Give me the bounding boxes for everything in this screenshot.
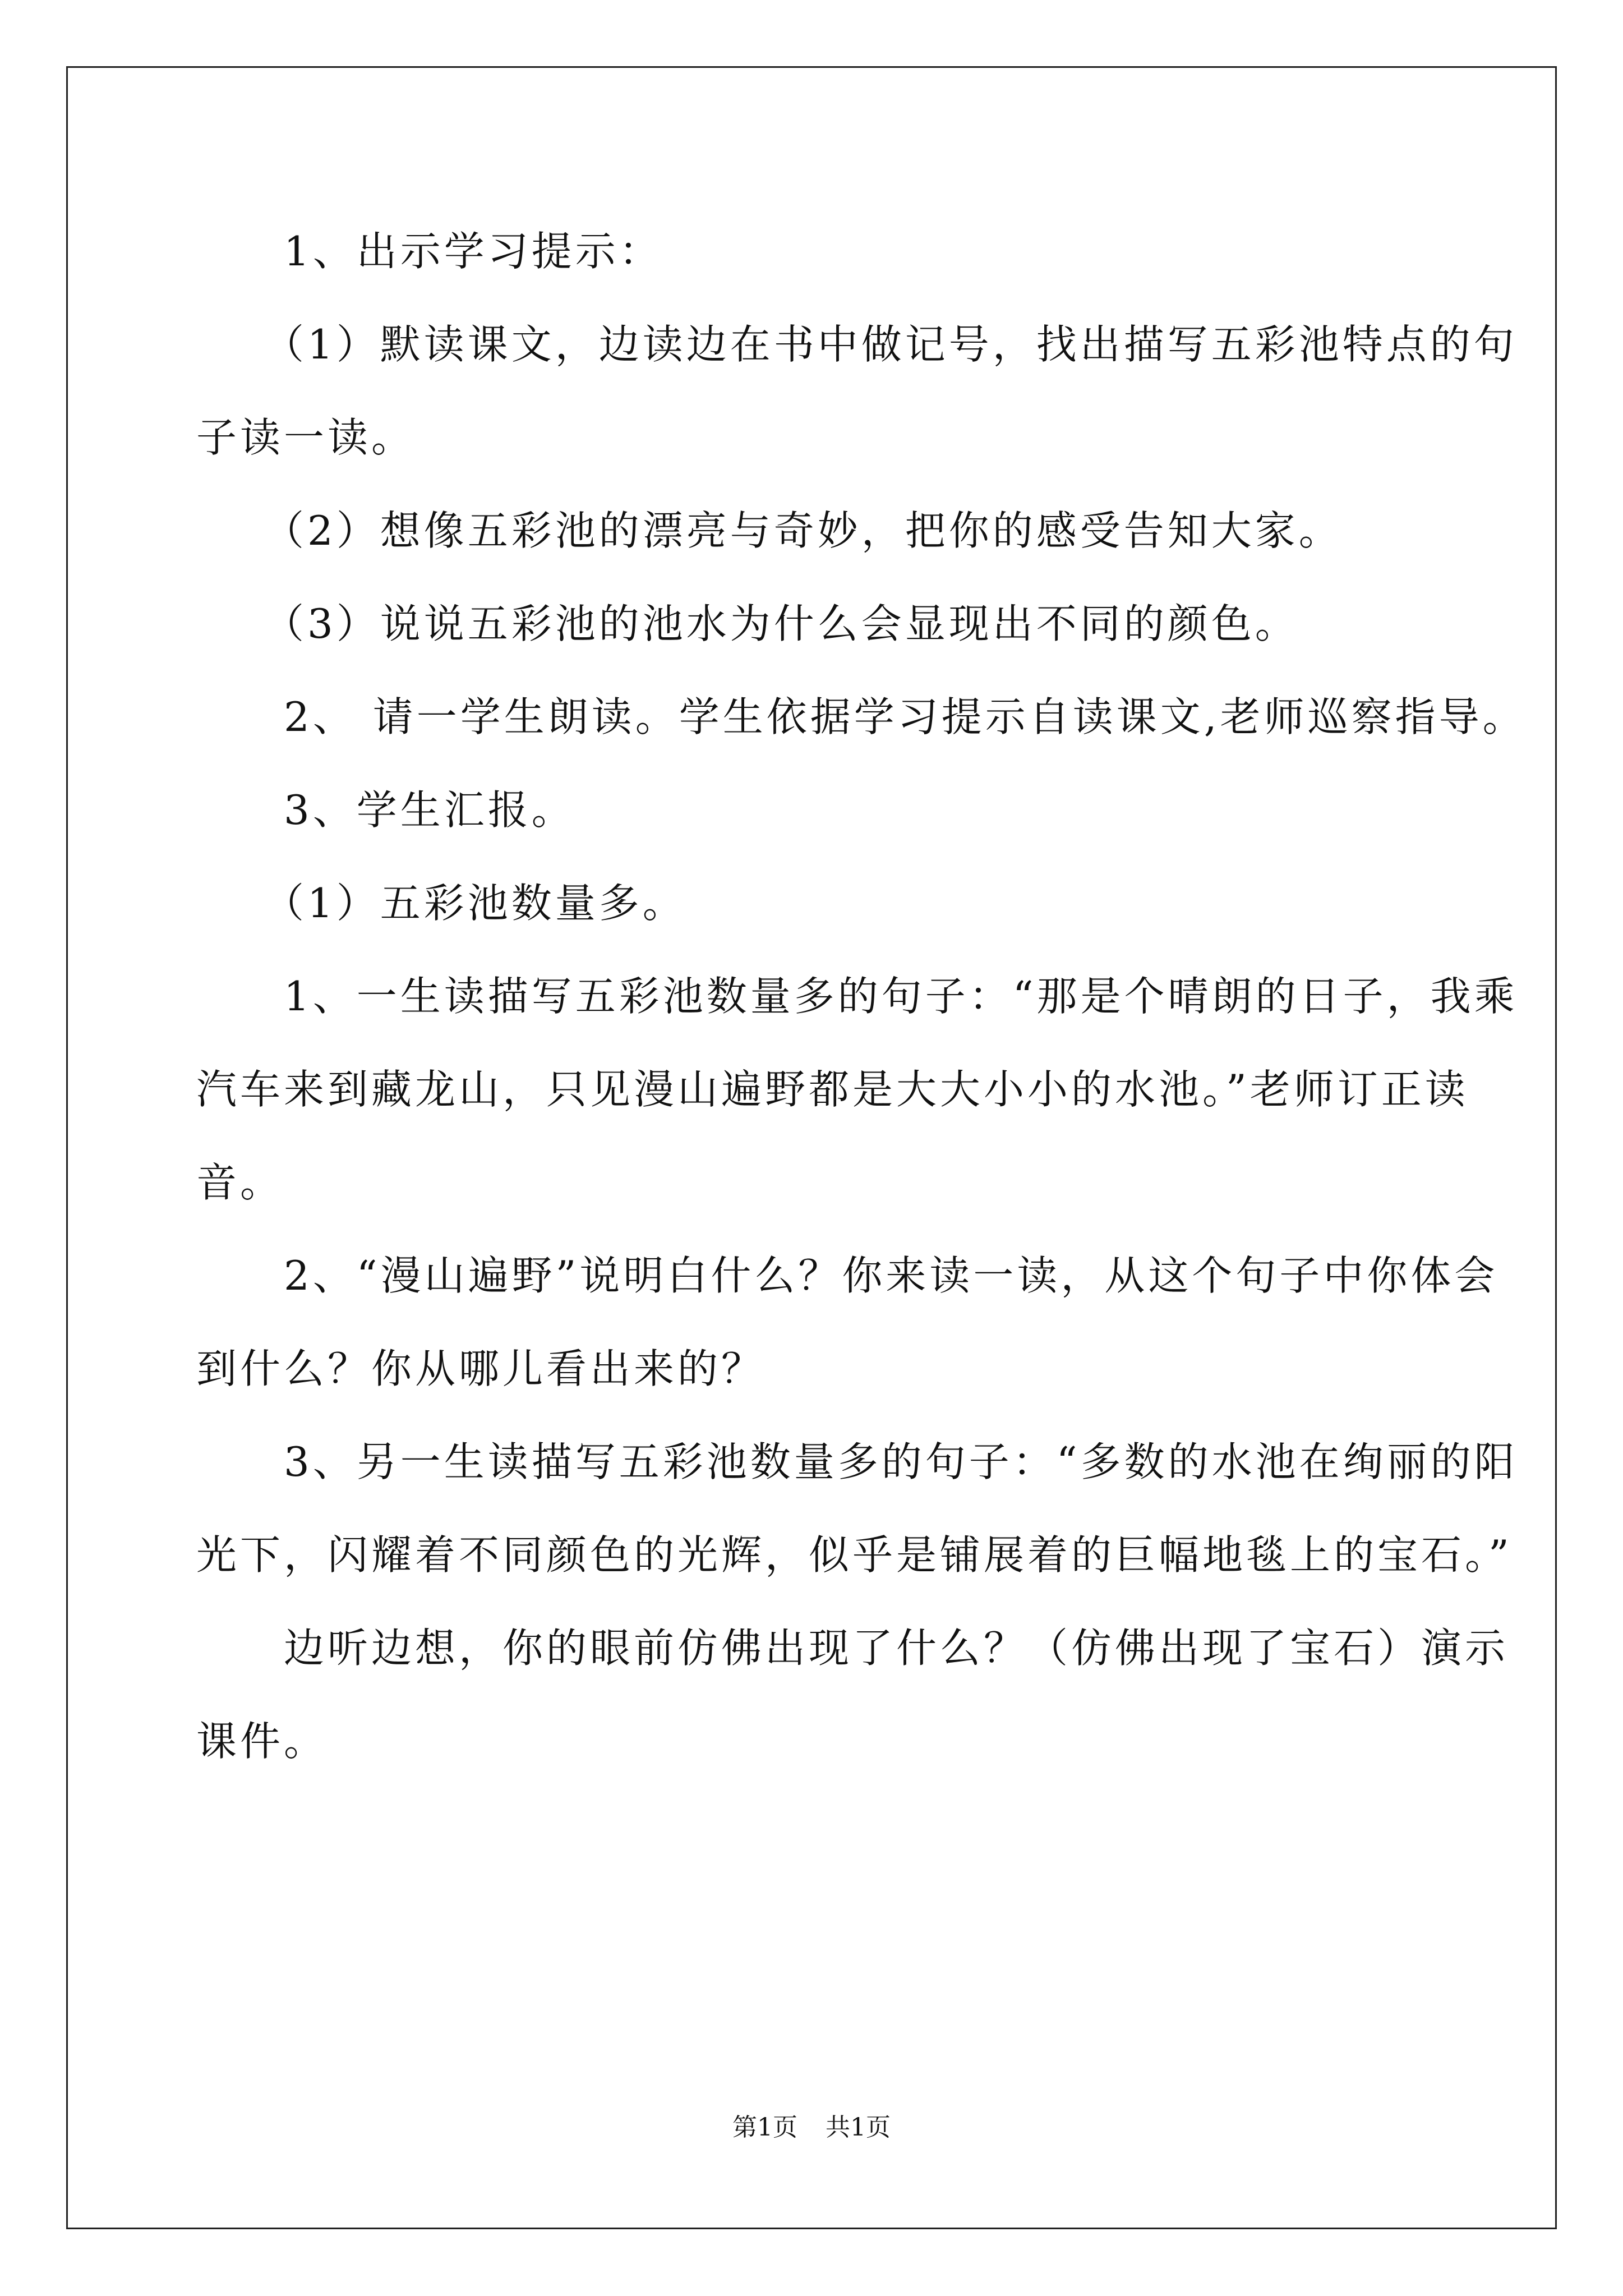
paragraph-line: 1、出示学习提示： xyxy=(196,228,663,275)
paragraph-line: 汽车来到藏龙山，只见漫山遍野都是大大小小的水池。”老师订正读 xyxy=(196,1066,1469,1113)
paragraph-line: 1、一生读描写五彩池数量多的句子：“那是个晴朗的日子，我乘 xyxy=(196,973,1518,1020)
paragraph-line: （1）默读课文，边读边在书中做记号，找出描写五彩池特点的句 xyxy=(196,321,1518,368)
page-footer xyxy=(0,2112,1623,2143)
paragraph-line: 到什么？你从哪儿看出来的？ xyxy=(196,1345,766,1392)
paragraph-line: 3、学生汇报。 xyxy=(196,786,575,834)
paragraph-line: （3）说说五彩池的池水为什么会显现出不同的颜色。 xyxy=(196,600,1299,647)
paragraph-line: 2、“漫山遍野”说明白什么？你来读一读，从这个句子中你体会 xyxy=(196,1252,1498,1299)
paragraph-line: 课件。 xyxy=(196,1718,328,1765)
paragraph-line: 子读一读。 xyxy=(196,414,416,461)
paragraph-line: 音。 xyxy=(196,1159,284,1206)
paragraph-line: 2、 请一学生朗读。学生依据学习提示自读课文,老师巡察指导。 xyxy=(196,693,1527,740)
paragraph-line: 光下，闪耀着不同颜色的光辉，似乎是铺展着的巨幅地毯上的宝石。” xyxy=(196,1531,1513,1579)
paragraph-line: 3、另一生读描写五彩池数量多的句子：“多数的水池在绚丽的阳 xyxy=(196,1438,1518,1485)
page-number: 第1页 xyxy=(732,2113,797,2142)
paragraph-line: （2）想像五彩池的漂亮与奇妙，把你的感受告知大家。 xyxy=(196,507,1343,554)
page-total: 共1页 xyxy=(826,2113,891,2142)
paragraph-line: 边听边想，你的眼前仿佛出现了什么？（仿佛出现了宝石）演示 xyxy=(196,1625,1509,1672)
paragraph-line: （1）五彩池数量多。 xyxy=(196,880,686,927)
page-border xyxy=(66,66,1557,2229)
